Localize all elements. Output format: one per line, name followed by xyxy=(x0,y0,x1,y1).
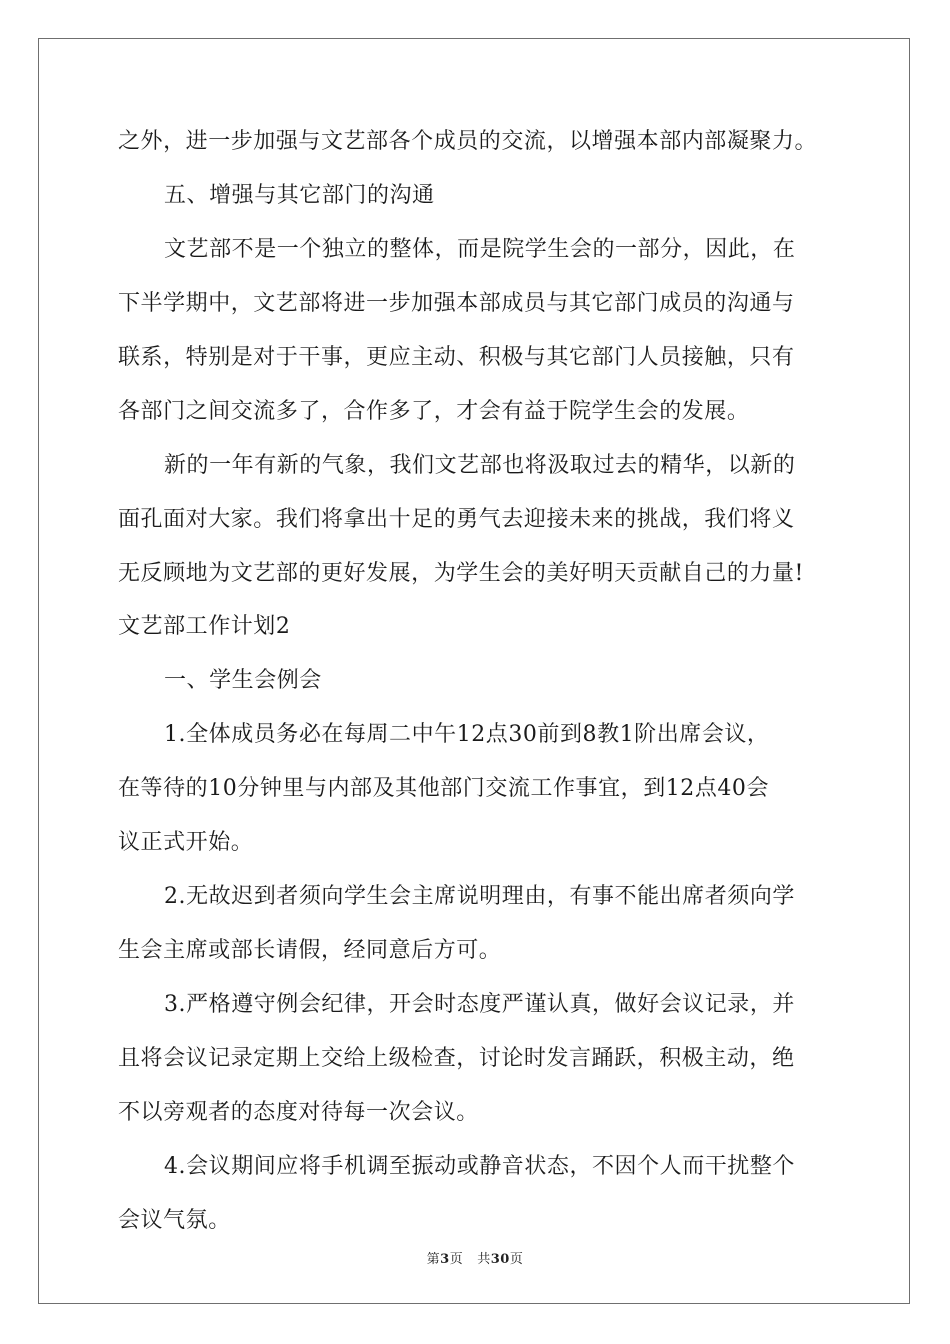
text-line: 在等待的10分钟里与内部及其他部门交流工作事宜，到12点40会 xyxy=(118,776,770,801)
page-total: 共30页 xyxy=(477,1252,524,1267)
text-line: 2.无故迟到者须向学生会主席说明理由，有事不能出席者须向学 xyxy=(164,884,795,909)
page-footer xyxy=(0,1248,950,1267)
text-line: 面孔面对大家。我们将拿出十足的勇气去迎接未来的挑战，我们将义 xyxy=(118,507,795,532)
text-line: 议正式开始。 xyxy=(118,830,254,855)
text-line: 下半学期中，文艺部将进一步加强本部成员与其它部门成员的沟通与 xyxy=(118,291,795,316)
text-line: 联系，特别是对于干事，更应主动、积极与其它部门人员接触，只有 xyxy=(118,345,795,370)
text-line: 各部门之间交流多了，合作多了，才会有益于院学生会的发展。 xyxy=(118,399,750,424)
section-heading: 五、增强与其它部门的沟通 xyxy=(164,183,435,208)
text-line: 生会主席或部长请假，经同意后方可。 xyxy=(118,938,502,963)
page-number: 第3页 xyxy=(426,1252,464,1267)
text-line: 新的一年有新的气象，我们文艺部也将汲取过去的精华，以新的 xyxy=(164,453,796,478)
text-line: 之外，进一步加强与文艺部各个成员的交流，以增强本部内部凝聚力。 xyxy=(118,129,818,154)
text-line: 会议气氛。 xyxy=(118,1208,231,1233)
text-line: 且将会议记录定期上交给上级检查，讨论时发言踊跃，积极主动，绝 xyxy=(118,1046,795,1071)
text-line: 3.严格遵守例会纪律，开会时态度严谨认真，做好会议记录，并 xyxy=(164,992,795,1017)
text-line: 不以旁观者的态度对待每一次会议。 xyxy=(118,1100,479,1125)
text-line: 1.全体成员务必在每周二中午12点30前到8教1阶出席会议， xyxy=(164,722,770,747)
text-line: 4.会议期间应将手机调至振动或静音状态，不因个人而干扰整个 xyxy=(164,1154,795,1179)
document-title: 文艺部工作计划2 xyxy=(118,614,291,639)
section-heading: 一、学生会例会 xyxy=(164,668,322,693)
text-line: 无反顾地为文艺部的更好发展，为学生会的美好明天贡献自己的力量! xyxy=(118,561,804,586)
text-line: 文艺部不是一个独立的整体，而是院学生会的一部分，因此，在 xyxy=(164,237,796,262)
